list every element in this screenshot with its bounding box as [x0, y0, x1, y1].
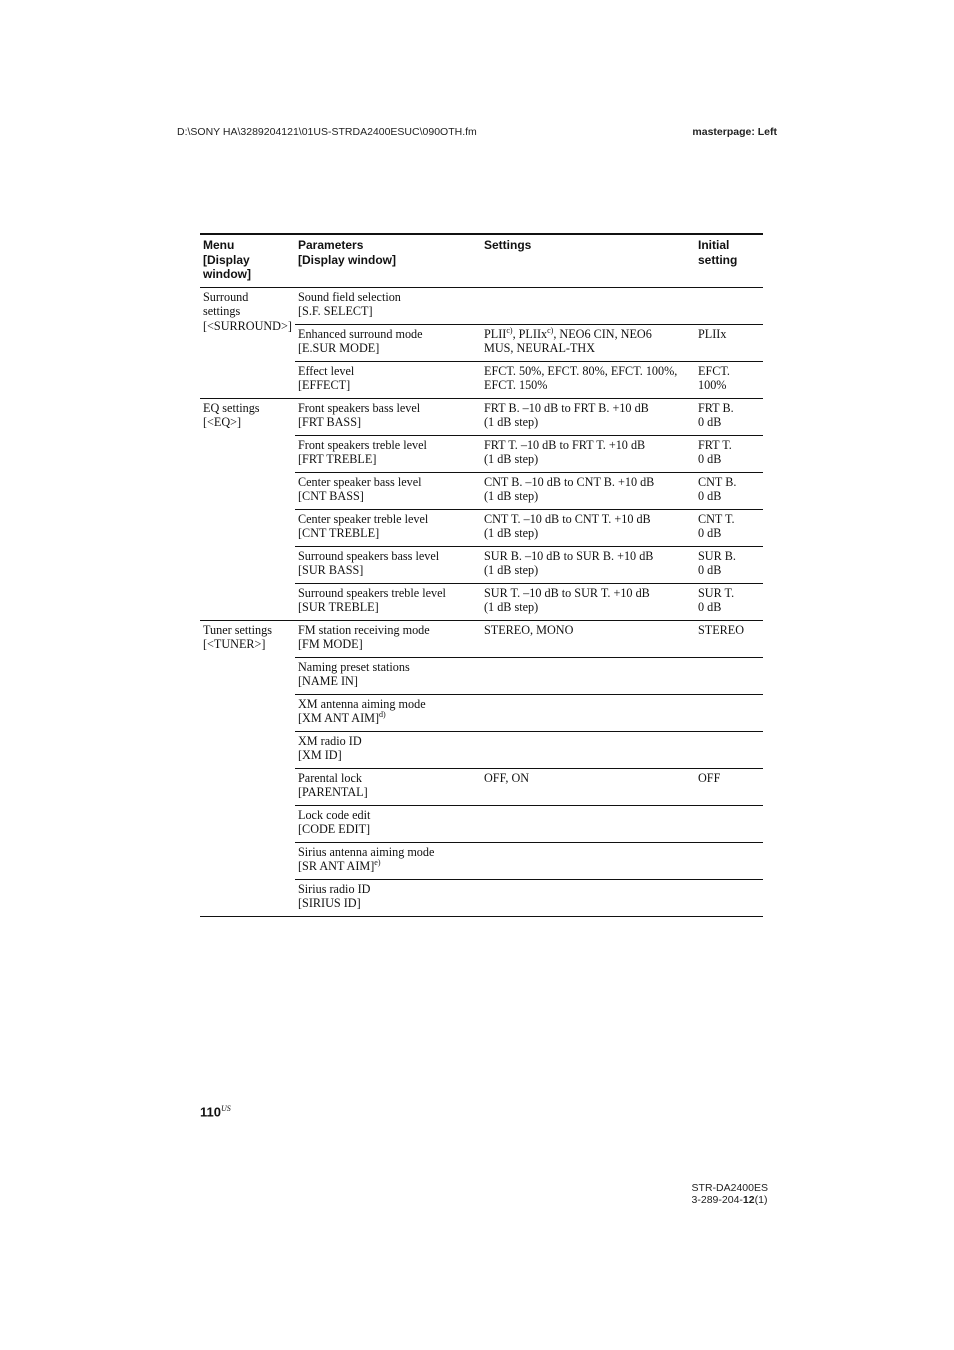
initial-setting-line: OFF [698, 770, 721, 785]
page-number-value: 110 [200, 1104, 221, 1120]
parameter-display-text: [CNT BASS] [298, 489, 364, 503]
parameter-display [298, 822, 478, 837]
parameter-display-text: [FRT TREBLE] [298, 452, 377, 466]
parameter-name: Center speaker treble level [298, 511, 429, 526]
parameter-cell [295, 657, 481, 694]
parameter-display [298, 563, 478, 578]
footnote-mark: c) [506, 325, 513, 335]
initial-setting-cell [695, 472, 763, 509]
parameter-cell [295, 805, 481, 842]
parameter-cell [295, 324, 481, 361]
parameter-display [298, 452, 478, 467]
settings-cell [481, 324, 695, 361]
settings-line: MUS, NEURAL-THX [484, 341, 596, 355]
menu-group-label: settings [203, 304, 241, 318]
initial-setting-cell [695, 546, 763, 583]
header-initial-line: setting [698, 252, 738, 267]
header-menu-line: Menu [203, 238, 235, 252]
initial-setting-cell [695, 398, 763, 435]
parameter-cell [295, 435, 481, 472]
settings-line [484, 327, 692, 342]
settings-text: , NEO6 CIN, NEO6 [553, 326, 652, 341]
parameter-display [298, 711, 478, 726]
header-initial-line: Initial [698, 238, 730, 252]
parameter-display [298, 748, 478, 763]
parameter-display-text: [NAME IN] [298, 674, 358, 688]
footer-model: STR-DA2400ES [691, 1182, 768, 1194]
parameter-name: XM antenna aiming mode [298, 696, 426, 711]
file-path-header: D:\SONY HA\3289204121\01US-STRDA2400ESUC\090OTH.fm [177, 126, 477, 138]
settings-line: (1 dB step) [484, 415, 539, 429]
parameter-cell [295, 583, 481, 620]
parameter-display [298, 526, 478, 541]
parameter-name: Center speaker bass level [298, 474, 422, 489]
settings-cell [481, 620, 695, 657]
footer-code-suffix: (1) [754, 1194, 768, 1206]
initial-setting-cell [695, 657, 763, 694]
parameter-cell [295, 398, 481, 435]
menu-group-label: [<SURROUND>] [203, 318, 292, 333]
parameter-display [298, 489, 478, 504]
footnote-mark: c) [547, 325, 554, 335]
settings-line: FRT T. –10 dB to FRT T. +10 dB [484, 437, 646, 452]
menu-group-label: [<EQ>] [203, 415, 242, 429]
parameter-display-text: [SIRIUS ID] [298, 896, 361, 910]
parameter-name: Enhanced surround mode [298, 326, 423, 341]
parameter-name: Effect level [298, 363, 355, 378]
parameter-display-text: [EFFECT] [298, 378, 351, 392]
settings-cell [481, 472, 695, 509]
settings-line: CNT T. –10 dB to CNT T. +10 dB [484, 511, 651, 526]
parameter-name: Front speakers bass level [298, 400, 421, 415]
initial-setting-line: 0 dB [698, 600, 722, 614]
menu-group-label: [<TUNER>] [203, 637, 266, 651]
settings-line: (1 dB step) [484, 452, 539, 466]
initial-setting-cell [695, 805, 763, 842]
settings-line: EFCT. 50%, EFCT. 80%, EFCT. 100%, [484, 363, 678, 378]
initial-setting-cell [695, 583, 763, 620]
settings-line: (1 dB step) [484, 563, 539, 577]
settings-cell [481, 583, 695, 620]
parameter-name: FM station receiving mode [298, 622, 430, 637]
parameter-cell [295, 509, 481, 546]
settings-line: (1 dB step) [484, 600, 539, 614]
parameter-display [298, 304, 478, 319]
initial-setting-cell [695, 361, 763, 398]
menu-group-label: Surround [203, 289, 249, 304]
parameter-display-text: [SUR TREBLE] [298, 600, 379, 614]
initial-setting-line: STEREO [698, 622, 745, 637]
footnote-mark: d) [379, 709, 386, 719]
menu-group-cell [200, 620, 295, 916]
parameter-name: Sound field selection [298, 289, 401, 304]
parameter-cell [295, 472, 481, 509]
settings-line: SUR T. –10 dB to SUR T. +10 dB [484, 585, 650, 600]
parameter-cell [295, 768, 481, 805]
parameter-cell [295, 879, 481, 916]
parameter-name: Surround speakers treble level [298, 585, 446, 600]
header-menu-line: [Display [203, 252, 250, 267]
initial-setting-cell [695, 879, 763, 916]
header-parameters-line: [Display window] [298, 252, 397, 267]
parameter-display-text: [FRT BASS] [298, 415, 362, 429]
masterpage-label: masterpage: Left [692, 126, 777, 138]
parameter-display-text: [PARENTAL] [298, 785, 368, 799]
initial-setting-cell [695, 435, 763, 472]
table-body [200, 287, 763, 916]
footnote-mark: e) [374, 857, 381, 867]
initial-setting-line: FRT T. [698, 437, 732, 452]
parameter-name: Lock code edit [298, 807, 371, 822]
parameter-display-text: [S.F. SELECT] [298, 304, 373, 318]
footer-code [692, 1182, 768, 1206]
settings-cell [481, 398, 695, 435]
initial-setting-line: 100% [698, 378, 727, 392]
initial-setting-line: EFCT. [698, 363, 730, 378]
settings-line: CNT B. –10 dB to CNT B. +10 dB [484, 474, 655, 489]
parameter-display [298, 341, 478, 356]
settings-line: (1 dB step) [484, 489, 539, 503]
settings-line: EFCT. 150% [484, 378, 548, 392]
parameter-name: Parental lock [298, 770, 362, 785]
initial-setting-line: 0 dB [698, 563, 722, 577]
parameter-display [298, 859, 478, 874]
parameter-display-text: [SUR BASS] [298, 563, 364, 577]
parameter-cell [295, 287, 481, 324]
settings-cell [481, 546, 695, 583]
parameter-display [298, 674, 478, 689]
initial-setting-line: 0 dB [698, 415, 722, 429]
table-header-row [200, 234, 763, 287]
parameter-name: Sirius antenna aiming mode [298, 844, 435, 859]
settings-line: OFF, ON [484, 770, 530, 785]
table-row [200, 287, 763, 324]
initial-setting-cell [695, 509, 763, 546]
settings-line: (1 dB step) [484, 526, 539, 540]
parameter-display [298, 637, 478, 652]
parameter-display-text: [FM MODE] [298, 637, 363, 651]
initial-setting-cell [695, 842, 763, 879]
settings-cell [481, 768, 695, 805]
initial-setting-cell [695, 324, 763, 361]
settings-cell [481, 509, 695, 546]
initial-setting-cell [695, 694, 763, 731]
initial-setting-line: 0 dB [698, 526, 722, 540]
settings-cell [481, 842, 695, 879]
settings-cell [481, 361, 695, 398]
settings-cell [481, 879, 695, 916]
initial-setting-cell [695, 620, 763, 657]
settings-cell [481, 287, 695, 324]
parameter-name: Naming preset stations [298, 659, 410, 674]
initial-setting-cell [695, 731, 763, 768]
initial-setting-line: SUR B. [698, 548, 736, 563]
initial-setting-line: CNT B. [698, 474, 737, 489]
settings-text: PLII [484, 326, 507, 341]
settings-cell [481, 657, 695, 694]
page-number-suffix: US [220, 1104, 231, 1113]
settings-line: SUR B. –10 dB to SUR B. +10 dB [484, 548, 654, 563]
parameter-display-text: [SR ANT AIM] [298, 859, 375, 873]
page-number [200, 1104, 231, 1119]
initial-setting-line: PLIIx [698, 326, 727, 341]
initial-setting-cell [695, 768, 763, 805]
menu-group-label: EQ settings [203, 400, 260, 415]
menu-group-cell [200, 398, 295, 620]
parameter-name: Sirius radio ID [298, 881, 371, 896]
footer-code-bold: 12 [742, 1194, 755, 1206]
parameter-display-text: [XM ANT AIM] [298, 711, 380, 725]
settings-cell [481, 694, 695, 731]
parameter-name: Front speakers treble level [298, 437, 427, 452]
parameter-cell [295, 361, 481, 398]
settings-text: , PLIIx [512, 326, 548, 341]
parameter-display-text: [CODE EDIT] [298, 822, 371, 836]
parameter-display [298, 896, 478, 911]
settings-line: STEREO, MONO [484, 622, 574, 637]
header-settings: Settings [481, 234, 695, 287]
settings-line: FRT B. –10 dB to FRT B. +10 dB [484, 400, 649, 415]
settings-menu-table [200, 233, 763, 917]
footer-code-line [692, 1194, 768, 1206]
menu-group-cell [200, 287, 295, 398]
settings-cell [481, 805, 695, 842]
parameter-cell [295, 546, 481, 583]
parameter-display [298, 378, 478, 393]
parameter-display-text: [CNT TREBLE] [298, 526, 380, 540]
parameter-cell [295, 620, 481, 657]
parameter-display-text: [E.SUR MODE] [298, 341, 380, 355]
parameter-cell [295, 842, 481, 879]
initial-setting-line: FRT B. [698, 400, 734, 415]
header-parameters [295, 234, 481, 287]
initial-setting-line: 0 dB [698, 489, 722, 503]
parameter-display [298, 600, 478, 615]
header-initial [695, 234, 763, 287]
header-menu [200, 234, 295, 287]
table-row [200, 398, 763, 435]
parameter-display [298, 785, 478, 800]
settings-cell [481, 731, 695, 768]
initial-setting-line: SUR T. [698, 585, 735, 600]
menu-group-label: Tuner settings [203, 622, 272, 637]
initial-setting-cell [695, 287, 763, 324]
initial-setting-line: 0 dB [698, 452, 722, 466]
initial-setting-line: CNT T. [698, 511, 735, 526]
footer-code-prefix: 3-289-204- [691, 1194, 743, 1206]
parameter-display [298, 415, 478, 430]
parameter-cell [295, 694, 481, 731]
parameter-cell [295, 731, 481, 768]
header-menu-line: window] [203, 267, 251, 281]
header-parameters-line: Parameters [298, 238, 364, 252]
parameter-name: XM radio ID [298, 733, 362, 748]
table-row [200, 620, 763, 657]
parameter-display-text: [XM ID] [298, 748, 342, 762]
settings-cell [481, 435, 695, 472]
parameter-name: Surround speakers bass level [298, 548, 440, 563]
